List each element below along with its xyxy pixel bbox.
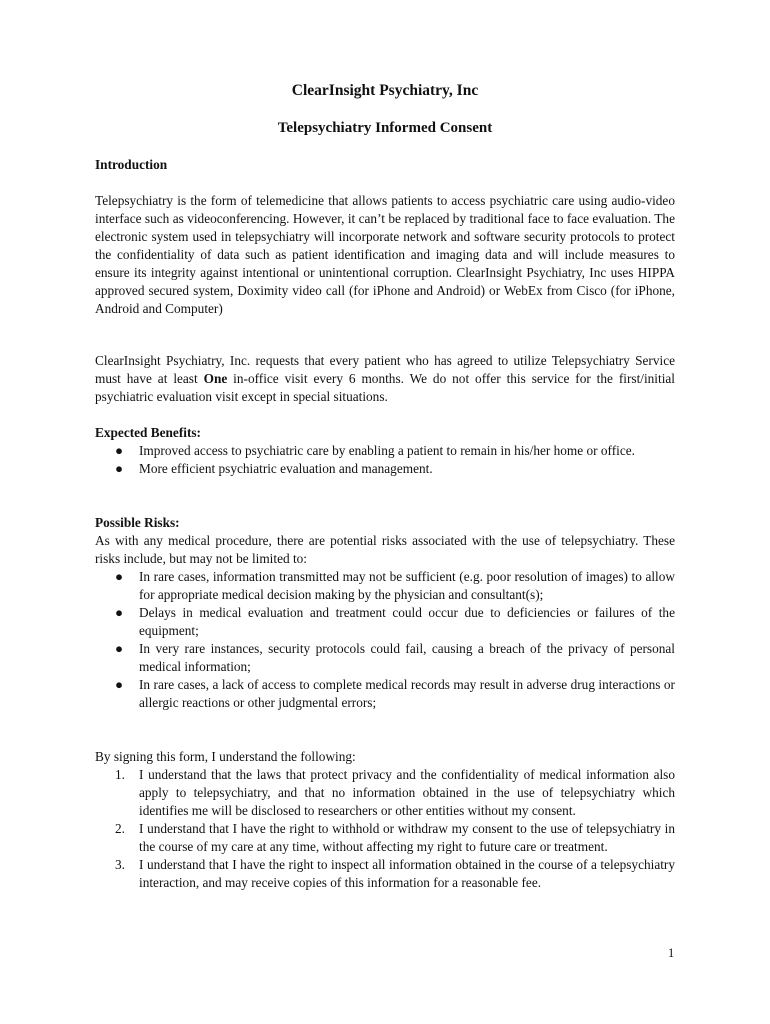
list-item: ● More efficient psychiatric evaluation and management. xyxy=(115,461,433,476)
list-item: ● Improved access to psychiatric care by enabling a patient to remain in his/her home or office. xyxy=(115,443,635,458)
list-item: ● In rare cases, information transmitted may not be sufficient (e.g. poor resolution of images) to allow for appropriate medical decision making by the physician and consultant(s); xyxy=(115,569,675,602)
introduction-heading: Introduction xyxy=(95,157,168,172)
bullet-icon: ● xyxy=(115,461,124,476)
in-office-visit-paragraph xyxy=(95,352,675,406)
paragraph-text-start: ClearInsight Psychiatry, Inc. requests that every patient who has agreed to utilize Telepsychiatry Service must have at least xyxy=(95,353,675,386)
emphasis-one: One xyxy=(203,371,228,386)
list-item: ● In rare cases, a lack of access to complete medical records may result in adverse drug interactions or allergic reactions or other judgmental errors; xyxy=(115,677,675,710)
list-item: ● In very rare instances, security protocols could fail, causing a breach of the privacy of personal medical information; xyxy=(115,641,675,674)
document-title: Telepsychiatry Informed Consent xyxy=(277,120,493,136)
understanding-intro: By signing this form, I understand the following: xyxy=(95,749,356,764)
list-item: ● Delays in medical evaluation and treatment could occur due to deficiencies or failures of the equipment; xyxy=(115,605,675,638)
item-number: 2. xyxy=(115,821,125,836)
company-title: ClearInsight Psychiatry, Inc xyxy=(291,82,479,99)
risks-heading: Possible Risks: xyxy=(95,515,180,530)
benefits-heading: Expected Benefits: xyxy=(95,425,201,440)
bullet-icon: ● xyxy=(115,677,124,692)
page-number: 1 xyxy=(668,946,675,960)
bullet-icon: ● xyxy=(115,605,124,620)
item-number: 3. xyxy=(115,857,125,872)
list-item: 3. I understand that I have the right to inspect all information obtained in the course of a telepsychiatry interaction, and may receive copies of this information for a reasonable fee. xyxy=(115,857,675,890)
list-item: 2. I understand that I have the right to withhold or withdraw my consent to the use of telepsychiatry in the course of my care at any time, without affecting my right to future care or treatment. xyxy=(115,821,675,854)
bullet-icon: ● xyxy=(115,641,124,656)
bullet-icon: ● xyxy=(115,569,124,584)
bullet-icon: ● xyxy=(115,443,124,458)
risks-list xyxy=(95,568,675,712)
item-number: 1. xyxy=(115,767,125,782)
benefits-list xyxy=(95,442,675,478)
paragraph-text-end: in-office visit every 6 months. We do not offer this service for the first/initial psychiatric evaluation visit except in special situations. xyxy=(95,371,675,404)
risks-intro: As with any medical procedure, there are potential risks associated with the use of telepsychiatry. These risks include, but may not be limited to: xyxy=(95,533,675,566)
list-item: 1. I understand that the laws that protect privacy and the confidentiality of medical information also apply to telepsychiatry, and that no information obtained in the use of telepsychiatry which identifies me will be disclosed to researchers or other entities without my consent. xyxy=(115,767,675,818)
understanding-list xyxy=(95,766,675,892)
introduction-paragraph: Telepsychiatry is the form of telemedicine that allows patients to access psychiatric care using audio-video interface such as videoconferencing. However, it can’t be replaced by traditional face to face evaluation. The electronic system used in telepsychiatry will incorporate network and software security protocols to protect the confidentiality of data such as patient identification and imaging data and will include measures to ensure its integrity against intentional or unintentional corruption. ClearInsight Psychiatry, Inc uses HIPPA approved secured system, Doximity video call (for iPhone and Android) or WebEx from Cisco (for iPhone, Android and Computer) xyxy=(95,193,675,316)
